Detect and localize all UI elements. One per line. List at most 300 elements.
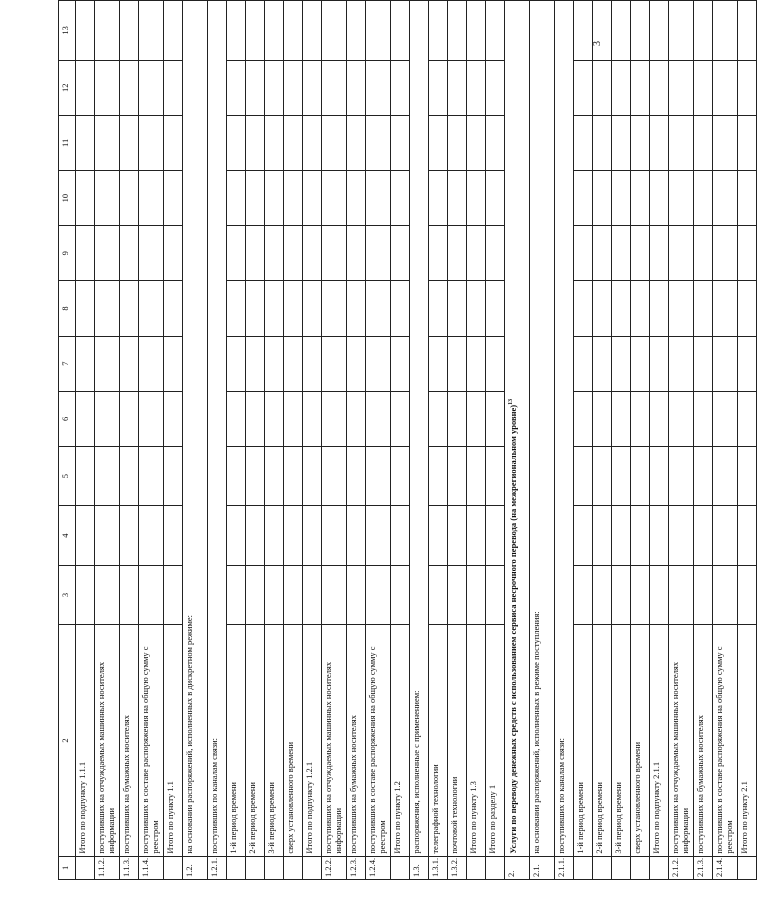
value-cell xyxy=(486,336,505,391)
value-cell xyxy=(631,115,650,170)
value-cell xyxy=(738,565,757,624)
value-cell xyxy=(284,391,303,446)
row-number-cell: 1.2.4. xyxy=(366,856,391,879)
table-row xyxy=(694,1,713,880)
value-cell xyxy=(303,565,322,624)
row-label-cell xyxy=(76,625,95,856)
value-cell xyxy=(738,336,757,391)
value-cell xyxy=(227,281,246,336)
value-cell xyxy=(322,565,347,624)
value-cell xyxy=(347,281,366,336)
row-label-cell xyxy=(486,625,505,856)
value-cell xyxy=(322,391,347,446)
value-cell xyxy=(593,115,612,170)
value-cell xyxy=(366,170,391,225)
value-cell xyxy=(95,170,120,225)
value-cell xyxy=(694,115,713,170)
row-number-cell xyxy=(164,856,183,879)
value-cell xyxy=(164,115,183,170)
value-cell xyxy=(95,226,120,281)
column-number-cell: 6 xyxy=(59,391,76,446)
value-cell xyxy=(246,226,265,281)
row-label-cell xyxy=(505,1,530,857)
value-cell xyxy=(76,446,95,505)
row-number-cell xyxy=(265,856,284,879)
row-label-text: поступивших на отчуждаемых машинных носителях информации xyxy=(323,661,343,854)
value-cell xyxy=(76,281,95,336)
value-cell xyxy=(246,391,265,446)
table-row xyxy=(265,1,284,880)
row-label-text: Итого по подпункту 1.2.1 xyxy=(304,761,314,854)
value-cell xyxy=(448,391,467,446)
value-cell xyxy=(612,60,631,115)
value-cell xyxy=(246,1,265,61)
row-label-text: поступивших на бумажных носителях xyxy=(695,715,705,854)
row-label-text: поступивших на бумажных носителях xyxy=(121,715,131,854)
value-cell xyxy=(669,115,694,170)
row-label-text: поступивших в составе распоряжения на общую сумму с реестром xyxy=(140,646,160,854)
row-number-cell: 1.3.2. xyxy=(448,856,467,879)
row-label-cell xyxy=(95,625,120,856)
value-cell xyxy=(246,170,265,225)
row-label-text: 1-й период времени xyxy=(575,782,585,854)
value-cell xyxy=(631,170,650,225)
value-cell xyxy=(227,170,246,225)
value-cell xyxy=(448,446,467,505)
value-cell xyxy=(467,506,486,565)
row-number-cell xyxy=(227,856,246,879)
row-label-cell xyxy=(208,1,227,857)
value-cell xyxy=(246,336,265,391)
table-row xyxy=(574,1,593,880)
table-body xyxy=(76,1,757,880)
value-cell xyxy=(284,115,303,170)
value-cell xyxy=(227,1,246,61)
value-cell xyxy=(391,565,410,624)
row-number-cell: 1.1.4. xyxy=(139,856,164,879)
value-cell xyxy=(139,170,164,225)
value-cell xyxy=(303,281,322,336)
value-cell xyxy=(347,446,366,505)
table-row xyxy=(366,1,391,880)
value-cell xyxy=(448,1,467,61)
value-cell xyxy=(486,226,505,281)
row-label-cell xyxy=(593,625,612,856)
value-cell xyxy=(95,60,120,115)
value-cell xyxy=(650,1,669,61)
value-cell xyxy=(694,391,713,446)
value-cell xyxy=(574,336,593,391)
column-number-cell: 5 xyxy=(59,446,76,505)
row-label-cell xyxy=(555,1,574,857)
value-cell xyxy=(284,226,303,281)
row-number-cell xyxy=(391,856,410,879)
value-cell xyxy=(713,565,738,624)
value-cell xyxy=(391,115,410,170)
value-cell xyxy=(303,446,322,505)
row-label-text: поступивших на отчуждаемых машинных носителях информации xyxy=(96,661,116,854)
value-cell xyxy=(650,226,669,281)
value-cell xyxy=(429,336,448,391)
value-cell xyxy=(391,226,410,281)
value-cell xyxy=(694,60,713,115)
value-cell xyxy=(713,506,738,565)
table-row xyxy=(183,1,208,880)
value-cell xyxy=(669,391,694,446)
row-label-text: Итого по подпункту 1.1.1 xyxy=(77,761,87,854)
value-cell xyxy=(593,446,612,505)
page-number: 3 xyxy=(592,41,603,46)
table-row xyxy=(208,1,227,880)
table-row xyxy=(76,1,95,880)
value-cell xyxy=(669,336,694,391)
value-cell xyxy=(429,391,448,446)
value-cell xyxy=(738,1,757,61)
value-cell xyxy=(429,446,448,505)
value-cell xyxy=(650,115,669,170)
value-cell xyxy=(139,446,164,505)
value-cell xyxy=(574,565,593,624)
value-cell xyxy=(366,336,391,391)
value-cell xyxy=(738,391,757,446)
value-cell xyxy=(227,60,246,115)
value-cell xyxy=(164,391,183,446)
value-cell xyxy=(467,336,486,391)
value-cell xyxy=(713,60,738,115)
value-cell xyxy=(391,60,410,115)
value-cell xyxy=(738,226,757,281)
value-cell xyxy=(429,506,448,565)
value-cell xyxy=(574,115,593,170)
rotated-table-sheet xyxy=(58,0,749,880)
table-row xyxy=(486,1,505,880)
value-cell xyxy=(76,170,95,225)
value-cell xyxy=(738,506,757,565)
value-cell xyxy=(612,506,631,565)
value-cell xyxy=(467,446,486,505)
value-cell xyxy=(246,60,265,115)
value-cell xyxy=(612,281,631,336)
row-label-text: поступивших на отчуждаемых машинных носителях информации xyxy=(670,661,690,854)
value-cell xyxy=(669,1,694,61)
value-cell xyxy=(694,1,713,61)
row-label-cell xyxy=(227,625,246,856)
row-label-text: 2-й период времени xyxy=(247,782,257,854)
value-cell xyxy=(631,391,650,446)
value-cell xyxy=(120,281,139,336)
value-cell xyxy=(612,391,631,446)
row-label-text: распоряжения, исполненные с применением: xyxy=(411,690,421,854)
row-number-cell: 2.1. xyxy=(530,856,555,879)
row-label-cell xyxy=(612,625,631,856)
row-label-cell xyxy=(574,625,593,856)
value-cell xyxy=(713,336,738,391)
row-label-text: поступивших по каналам связи: xyxy=(556,737,566,854)
row-number-cell xyxy=(738,856,757,879)
value-cell xyxy=(612,446,631,505)
value-cell xyxy=(650,391,669,446)
value-cell xyxy=(467,565,486,624)
value-cell xyxy=(650,506,669,565)
value-cell xyxy=(284,60,303,115)
column-number-cell: 8 xyxy=(59,281,76,336)
row-label-text: 3-й период времени xyxy=(613,782,623,854)
row-number-cell: 1.3. xyxy=(410,856,429,879)
row-number-cell: 1.1.2. xyxy=(95,856,120,879)
value-cell xyxy=(486,60,505,115)
row-number-cell xyxy=(593,856,612,879)
value-cell xyxy=(265,115,284,170)
report-table xyxy=(58,0,757,880)
value-cell xyxy=(669,446,694,505)
value-cell xyxy=(631,226,650,281)
row-label-text: сверх установленного времени xyxy=(285,741,295,854)
value-cell xyxy=(448,506,467,565)
value-cell xyxy=(650,281,669,336)
value-cell xyxy=(95,281,120,336)
row-number-cell: 1.2.1. xyxy=(208,856,227,879)
value-cell xyxy=(650,336,669,391)
value-cell xyxy=(738,115,757,170)
value-cell xyxy=(486,115,505,170)
value-cell xyxy=(303,60,322,115)
value-cell xyxy=(139,336,164,391)
value-cell xyxy=(284,565,303,624)
value-cell xyxy=(593,1,612,61)
row-number-cell xyxy=(486,856,505,879)
value-cell xyxy=(139,506,164,565)
table-row xyxy=(631,1,650,880)
value-cell xyxy=(467,226,486,281)
value-cell xyxy=(366,226,391,281)
value-cell xyxy=(227,565,246,624)
value-cell xyxy=(593,391,612,446)
row-label-cell xyxy=(246,625,265,856)
value-cell xyxy=(265,565,284,624)
column-number-cell: 4 xyxy=(59,506,76,565)
column-number-cell: 9 xyxy=(59,226,76,281)
value-cell xyxy=(265,391,284,446)
value-cell xyxy=(347,336,366,391)
value-cell xyxy=(347,170,366,225)
value-cell xyxy=(593,281,612,336)
value-cell xyxy=(713,446,738,505)
row-label-text: 2-й период времени xyxy=(594,782,604,854)
row-label-cell xyxy=(530,1,555,857)
row-label-cell xyxy=(120,625,139,856)
table-row xyxy=(448,1,467,880)
value-cell xyxy=(120,170,139,225)
value-cell xyxy=(486,281,505,336)
value-cell xyxy=(650,446,669,505)
value-cell xyxy=(366,115,391,170)
row-number-cell xyxy=(284,856,303,879)
row-label-cell xyxy=(410,1,429,857)
value-cell xyxy=(164,336,183,391)
row-label-cell xyxy=(366,625,391,856)
value-cell xyxy=(347,60,366,115)
row-label-cell xyxy=(183,1,208,857)
value-cell xyxy=(612,115,631,170)
table-row xyxy=(410,1,429,880)
table-row xyxy=(650,1,669,880)
table-row xyxy=(713,1,738,880)
value-cell xyxy=(631,565,650,624)
row-number-cell: 1.2.2. xyxy=(322,856,347,879)
value-cell xyxy=(322,446,347,505)
value-cell xyxy=(366,60,391,115)
value-cell xyxy=(448,281,467,336)
value-cell xyxy=(713,226,738,281)
value-cell xyxy=(120,115,139,170)
value-cell xyxy=(347,506,366,565)
value-cell xyxy=(593,565,612,624)
row-label-cell xyxy=(694,625,713,856)
value-cell xyxy=(120,60,139,115)
value-cell xyxy=(265,281,284,336)
value-cell xyxy=(467,60,486,115)
value-cell xyxy=(164,60,183,115)
row-label-text: на основании распоряжений, исполненных в режиме поступления: xyxy=(531,611,541,854)
value-cell xyxy=(120,565,139,624)
row-number-cell: 2.1.1. xyxy=(555,856,574,879)
value-cell xyxy=(246,115,265,170)
row-label-cell xyxy=(467,625,486,856)
value-cell xyxy=(694,565,713,624)
table-row xyxy=(322,1,347,880)
value-cell xyxy=(391,281,410,336)
value-cell xyxy=(366,1,391,61)
row-label-cell xyxy=(738,625,757,856)
value-cell xyxy=(486,565,505,624)
value-cell xyxy=(164,170,183,225)
value-cell xyxy=(265,336,284,391)
value-cell xyxy=(227,336,246,391)
value-cell xyxy=(246,446,265,505)
value-cell xyxy=(429,281,448,336)
row-label-cell xyxy=(650,625,669,856)
value-cell xyxy=(467,391,486,446)
value-cell xyxy=(164,506,183,565)
value-cell xyxy=(713,170,738,225)
value-cell xyxy=(76,1,95,61)
row-number-cell: 1.3.1. xyxy=(429,856,448,879)
value-cell xyxy=(669,506,694,565)
row-label-cell xyxy=(164,625,183,856)
value-cell xyxy=(303,506,322,565)
value-cell xyxy=(486,446,505,505)
value-cell xyxy=(120,506,139,565)
value-cell xyxy=(284,1,303,61)
value-cell xyxy=(593,170,612,225)
value-cell xyxy=(246,506,265,565)
row-label-cell xyxy=(347,625,366,856)
value-cell xyxy=(164,1,183,61)
value-cell xyxy=(574,60,593,115)
table-row xyxy=(246,1,265,880)
row-label-cell xyxy=(669,625,694,856)
value-cell xyxy=(429,60,448,115)
row-label-cell xyxy=(448,625,467,856)
value-cell xyxy=(593,60,612,115)
table-row xyxy=(139,1,164,880)
value-cell xyxy=(486,1,505,61)
row-label-text: на основании распоряжений, исполненных в дискретном режиме: xyxy=(184,615,194,854)
value-cell xyxy=(448,565,467,624)
value-cell xyxy=(303,226,322,281)
value-cell xyxy=(366,391,391,446)
value-cell xyxy=(694,170,713,225)
value-cell xyxy=(120,391,139,446)
table-row xyxy=(95,1,120,880)
row-label-text: 3-й период времени xyxy=(266,782,276,854)
table-row xyxy=(429,1,448,880)
column-number-cell: 13 xyxy=(59,1,76,61)
value-cell xyxy=(486,391,505,446)
table-row xyxy=(505,1,530,880)
value-cell xyxy=(593,336,612,391)
row-label-text: Итого по пункту 1.1 xyxy=(165,781,175,854)
value-cell xyxy=(612,336,631,391)
column-number-cell: 10 xyxy=(59,170,76,225)
row-number-cell: 2.1.4. xyxy=(713,856,738,879)
row-label-cell xyxy=(284,625,303,856)
value-cell xyxy=(669,60,694,115)
table-row xyxy=(120,1,139,880)
value-cell xyxy=(467,115,486,170)
table-row xyxy=(467,1,486,880)
column-number-cell: 11 xyxy=(59,115,76,170)
table-row xyxy=(738,1,757,880)
value-cell xyxy=(694,226,713,281)
value-cell xyxy=(303,336,322,391)
value-cell xyxy=(593,226,612,281)
value-cell xyxy=(284,170,303,225)
value-cell xyxy=(322,1,347,61)
value-cell xyxy=(227,115,246,170)
value-cell xyxy=(448,170,467,225)
value-cell xyxy=(429,226,448,281)
row-number-cell: 1.1.3. xyxy=(120,856,139,879)
value-cell xyxy=(448,336,467,391)
value-cell xyxy=(284,336,303,391)
value-cell xyxy=(347,565,366,624)
value-cell xyxy=(322,170,347,225)
value-cell xyxy=(246,565,265,624)
value-cell xyxy=(574,446,593,505)
value-cell xyxy=(429,115,448,170)
value-cell xyxy=(265,446,284,505)
value-cell xyxy=(486,170,505,225)
value-cell xyxy=(95,1,120,61)
row-label-text: Итого по пункту 1.3 xyxy=(468,781,478,854)
value-cell xyxy=(120,226,139,281)
value-cell xyxy=(227,446,246,505)
row-label-text: телеграфной технологии xyxy=(430,764,440,854)
row-label-cell xyxy=(631,625,650,856)
value-cell xyxy=(366,446,391,505)
value-cell xyxy=(76,506,95,565)
value-cell xyxy=(347,226,366,281)
column-number-cell: 7 xyxy=(59,336,76,391)
value-cell xyxy=(265,170,284,225)
value-cell xyxy=(391,506,410,565)
value-cell xyxy=(76,226,95,281)
column-number-cell: 12 xyxy=(59,60,76,115)
value-cell xyxy=(631,60,650,115)
value-cell xyxy=(265,60,284,115)
row-label-text: сверх установленного времени xyxy=(632,741,642,854)
